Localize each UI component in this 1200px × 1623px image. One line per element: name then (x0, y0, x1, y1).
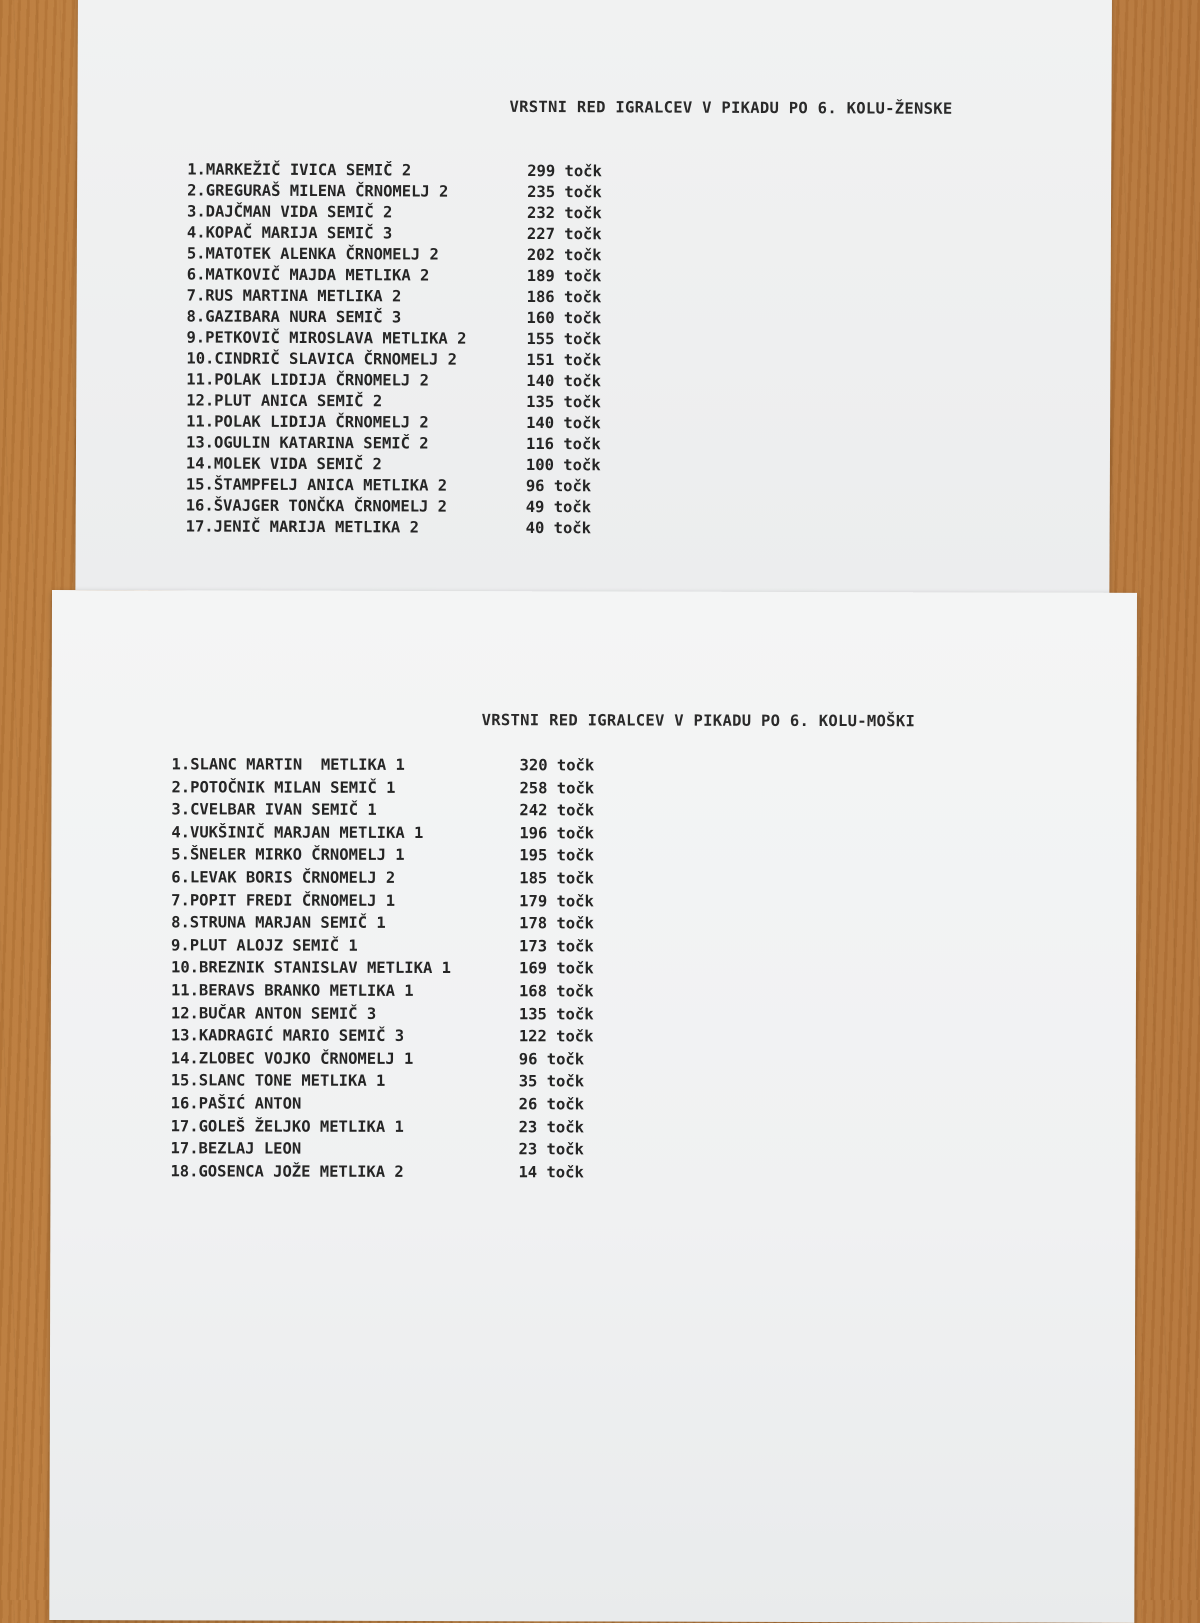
men-ranking-sheet (49, 590, 1137, 1623)
player-points: 40 točk (526, 519, 591, 537)
player-points: 135 točk (526, 393, 601, 411)
player-entry: 8.GAZIBARA NURA SEMIČ 3 (187, 307, 402, 326)
player-points: 23 točk (519, 1118, 584, 1136)
player-points: 320 točk (520, 756, 595, 774)
player-points: 186 točk (527, 288, 602, 306)
player-entry: 17.GOLEŠ ŽELJKO METLIKA 1 (171, 1117, 404, 1136)
player-entry: 5.ŠNELER MIRKO ČRNOMELJ 1 (171, 846, 404, 865)
player-points: 235 točk (527, 183, 602, 201)
player-points: 116 točk (526, 435, 601, 453)
player-entry: 12.PLUT ANICA SEMIČ 2 (186, 391, 382, 410)
player-points: 155 točk (526, 330, 601, 348)
player-entry: 17.JENIČ MARIJA METLIKA 2 (186, 517, 419, 536)
player-entry: 15.ŠTAMPFELJ ANICA METLIKA 2 (186, 475, 447, 494)
player-entry: 2.POTOČNIK MILAN SEMIČ 1 (171, 778, 395, 797)
player-entry: 6.LEVAK BORIS ČRNOMELJ 2 (171, 868, 395, 887)
player-points: 100 točk (526, 456, 601, 474)
player-entry: 10.CINDRIČ SLAVICA ČRNOMELJ 2 (186, 349, 457, 368)
player-points: 23 točk (519, 1140, 584, 1158)
player-entry: 2.GREGURAŠ MILENA ČRNOMELJ 2 (187, 181, 448, 200)
player-entry: 4.VUKŠINIČ MARJAN METLIKA 1 (171, 823, 423, 842)
player-entry: 17.BEZLAJ LEON (171, 1139, 302, 1157)
player-entry: 3.DAJČMAN VIDA SEMIČ 2 (187, 202, 392, 221)
player-entry: 5.MATOTEK ALENKA ČRNOMELJ 2 (187, 244, 439, 263)
player-points: 258 točk (519, 779, 594, 797)
player-entry: 16.ŠVAJGER TONČKA ČRNOMELJ 2 (186, 496, 447, 515)
player-points: 185 točk (519, 869, 594, 887)
player-points: 135 točk (519, 1005, 594, 1023)
men-ranking-list (170, 755, 171, 1184)
player-points: 202 točk (527, 246, 602, 264)
player-entry: 9.PLUT ALOJZ SEMIČ 1 (171, 936, 358, 954)
player-entry: 9.PETKOVIČ MIROSLAVA METLIKA 2 (186, 328, 466, 347)
player-points: 122 točk (519, 1027, 594, 1045)
player-entry: 13.KADRAGIĆ MARIO SEMIČ 3 (171, 1026, 404, 1045)
women-ranking-title: VRSTNI RED IGRALCEV V PIKADU PO 6. KOLU-ŽENSKE (509, 98, 952, 118)
player-points: 140 točk (526, 372, 601, 390)
player-points: 168 točk (519, 982, 594, 1000)
player-entry: 14.ZLOBEC VOJKO ČRNOMELJ 1 (171, 1049, 414, 1068)
player-entry: 1.MARKEŽIČ IVICA SEMIČ 2 (187, 160, 411, 179)
player-entry: 10.BREZNIK STANISLAV METLIKA 1 (171, 959, 451, 978)
player-entry: 11.POLAK LIDIJA ČRNOMELJ 2 (186, 370, 429, 389)
player-points: 232 točk (527, 204, 602, 222)
player-points: 195 točk (519, 847, 594, 865)
player-points: 227 točk (527, 225, 602, 243)
player-entry: 1.SLANC MARTIN METLIKA 1 (172, 755, 405, 774)
player-points: 35 točk (519, 1073, 584, 1091)
player-points: 242 točk (519, 801, 594, 819)
player-entry: 11.POLAK LIDIJA ČRNOMELJ 2 (186, 412, 429, 431)
player-points: 196 točk (519, 824, 594, 842)
player-points: 14 točk (518, 1163, 583, 1181)
player-points: 299 točk (527, 162, 602, 180)
player-points: 151 točk (526, 351, 601, 369)
men-ranking-title: VRSTNI RED IGRALCEV V PIKADU PO 6. KOLU-MOŠKI (482, 711, 915, 730)
player-points: 169 točk (519, 960, 594, 978)
player-entry: 6.MATKOVIČ MAJDA METLIKA 2 (187, 265, 430, 284)
player-entry: 15.SLANC TONE METLIKA 1 (171, 1072, 386, 1091)
women-ranking-list (186, 160, 188, 538)
women-ranking-sheet (75, 0, 1112, 595)
player-points: 49 točk (526, 498, 591, 516)
player-entry: 18.GOSENCA JOŽE METLIKA 2 (170, 1162, 403, 1181)
player-points: 140 točk (526, 414, 601, 432)
player-points: 96 točk (519, 1050, 584, 1068)
player-points: 26 točk (519, 1095, 584, 1113)
player-entry: 7.POPIT FREDI ČRNOMELJ 1 (171, 891, 395, 910)
player-points: 189 točk (527, 267, 602, 285)
player-points: 96 točk (526, 477, 591, 495)
player-points: 178 točk (519, 914, 594, 932)
player-entry: 16.PAŠIĆ ANTON (171, 1094, 302, 1112)
player-entry: 3.CVELBAR IVAN SEMIČ 1 (171, 801, 376, 820)
player-entry: 11.BERAVS BRANKO METLIKA 1 (171, 981, 414, 1000)
player-entry: 14.MOLEK VIDA SEMIČ 2 (186, 454, 382, 473)
player-entry: 12.BUČAR ANTON SEMIČ 3 (171, 1004, 376, 1023)
player-points: 179 točk (519, 892, 594, 910)
player-entry: 8.STRUNA MARJAN SEMIČ 1 (171, 913, 386, 932)
player-entry: 7.RUS MARTINA METLIKA 2 (187, 286, 402, 305)
player-points: 160 točk (527, 309, 602, 327)
player-points: 173 točk (519, 937, 594, 955)
player-entry: 4.KOPAČ MARIJA SEMIČ 3 (187, 223, 392, 242)
player-entry: 13.OGULIN KATARINA SEMIČ 2 (186, 433, 429, 452)
